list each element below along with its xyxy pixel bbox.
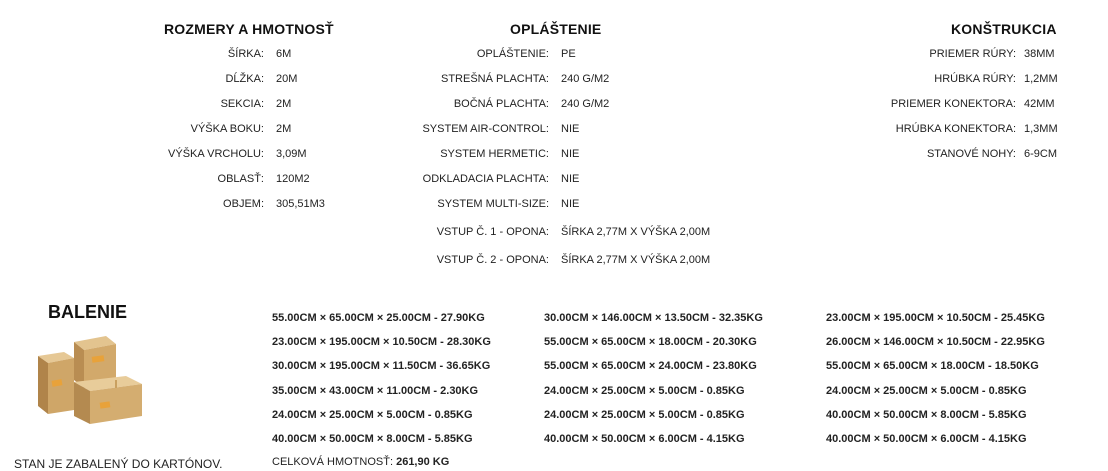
- oplastenie-label: BOČNÁ PLACHTA:: [453, 98, 549, 110]
- konstrukcia-label: HRÚBKA KONEKTORA:: [895, 123, 1016, 135]
- oplastenie-label: VSTUP Č. 1 - OPONA:: [436, 226, 549, 238]
- konstrukcia-label: STANOVÉ NOHY:: [926, 148, 1016, 160]
- rozmery-value: 20M: [276, 73, 298, 85]
- oplastenie-value: NIE: [561, 198, 580, 210]
- package-item: 23.00CM × 195.00CM × 10.50CM - 28.30KG: [272, 336, 491, 349]
- oplastenie-value: NIE: [561, 148, 580, 160]
- rozmery-value: 120M2: [276, 173, 310, 185]
- konstrukcia-value: 1,3MM: [1024, 123, 1058, 135]
- package-item: 55.00CM × 65.00CM × 24.00CM - 23.80KG: [544, 360, 757, 373]
- package-item: 26.00CM × 146.00CM × 10.50CM - 22.95KG: [826, 336, 1045, 349]
- package-item: 24.00CM × 25.00CM × 5.00CM - 0.85KG: [544, 384, 745, 397]
- konstrukcia-value: 1,2MM: [1024, 73, 1058, 85]
- oplastenie-label: VSTUP Č. 2 - OPONA:: [436, 254, 549, 266]
- rozmery-value: 2M: [276, 98, 292, 110]
- package-item: 30.00CM × 146.00CM × 13.50CM - 32.35KG: [544, 312, 763, 324]
- konstrukcia-heading: KONŠTRUKCIA: [951, 21, 1057, 37]
- rozmery-value: 2M: [276, 123, 292, 135]
- oplastenie-label: SYSTEM AIR-CONTROL:: [422, 123, 549, 135]
- konstrukcia-label: PRIEMER KONEKTORA:: [890, 98, 1016, 110]
- rozmery-label: DĹŽKA:: [225, 73, 264, 85]
- package-item: 40.00CM × 50.00CM × 8.00CM - 5.85KG: [272, 433, 473, 445]
- package-item: 30.00CM × 195.00CM × 11.50CM - 36.65KG: [272, 360, 491, 373]
- oplastenie-value: NIE: [561, 173, 580, 185]
- package-item: 23.00CM × 195.00CM × 10.50CM - 25.45KG: [826, 312, 1045, 324]
- oplastenie-value: PE: [561, 48, 576, 60]
- cardboard-boxes-icon: [30, 330, 150, 430]
- oplastenie-label: SYSTEM HERMETIC:: [440, 148, 549, 160]
- konstrukcia-label: HRÚBKA RÚRY:: [934, 73, 1016, 85]
- package-item: 35.00CM × 43.00CM × 11.00CM - 2.30KG: [272, 384, 479, 397]
- konstrukcia-value: 6-9CM: [1024, 148, 1058, 160]
- rozmery-heading: ROZMERY A HMOTNOSŤ: [164, 21, 334, 37]
- rozmery-label: OBJEM:: [223, 198, 264, 210]
- oplastenie-label: SYSTEM MULTI-SIZE:: [437, 198, 549, 210]
- konstrukcia-value: 42MM: [1024, 98, 1055, 110]
- oplastenie-value: 240 G/M2: [561, 73, 610, 85]
- rozmery-value: 6M: [276, 48, 292, 60]
- package-item: 55.00CM × 65.00CM × 18.00CM - 20.30KG: [544, 336, 757, 349]
- konstrukcia-label: PRIEMER RÚRY:: [929, 48, 1016, 60]
- konstrukcia-value: 38MM: [1024, 48, 1055, 60]
- package-item: 40.00CM × 50.00CM × 6.00CM - 4.15KG: [544, 433, 745, 445]
- balenie-total-text: CELKOVÁ HMOTNOSŤ: 261,90 KG: [272, 456, 450, 468]
- package-item: 24.00CM × 25.00CM × 5.00CM - 0.85KG: [826, 384, 1027, 397]
- package-item: 40.00CM × 50.00CM × 8.00CM - 5.85KG: [826, 408, 1027, 421]
- rozmery-value: 3,09M: [276, 148, 307, 160]
- oplastenie-value: ŠÍRKA 2,77M X VÝŠKA 2,00M: [561, 254, 711, 266]
- package-item: 24.00CM × 25.00CM × 5.00CM - 0.85KG: [544, 408, 745, 421]
- package-item: 55.00CM × 65.00CM × 18.00CM - 18.50KG: [826, 360, 1039, 373]
- balenie-heading: BALENIE: [48, 302, 128, 322]
- oplastenie-heading: OPLÁŠTENIE: [510, 21, 602, 37]
- oplastenie-label: ODKLADACIA PLACHTA:: [422, 173, 549, 185]
- package-item: 24.00CM × 25.00CM × 5.00CM - 0.85KG: [272, 408, 473, 421]
- balenie-total-value: 261,90 KG: [396, 456, 450, 468]
- oplastenie-label: OPLÁŠTENIE:: [476, 48, 549, 60]
- oplastenie-value: NIE: [561, 123, 580, 135]
- rozmery-label: VÝŠKA BOKU:: [190, 123, 264, 135]
- oplastenie-value: 240 G/M2: [561, 98, 610, 110]
- rozmery-label: SEKCIA:: [220, 98, 264, 110]
- package-item: 55.00CM × 65.00CM × 25.00CM - 27.90KG: [272, 312, 485, 324]
- rozmery-value: 305,51M3: [276, 198, 325, 210]
- rozmery-label: VÝŠKA VRCHOLU:: [168, 148, 264, 160]
- rozmery-label: OBLASŤ:: [217, 173, 264, 185]
- oplastenie-label: STREŠNÁ PLACHTA:: [441, 73, 549, 85]
- balenie-total: [272, 456, 449, 468]
- package-item: 40.00CM × 50.00CM × 6.00CM - 4.15KG: [826, 433, 1027, 445]
- rozmery-label: ŠÍRKA:: [227, 48, 264, 60]
- oplastenie-value: ŠÍRKA 2,77M X VÝŠKA 2,00M: [561, 226, 711, 238]
- balenie-note: STAN JE ZABALENÝ DO KARTÓNOV.: [14, 457, 223, 471]
